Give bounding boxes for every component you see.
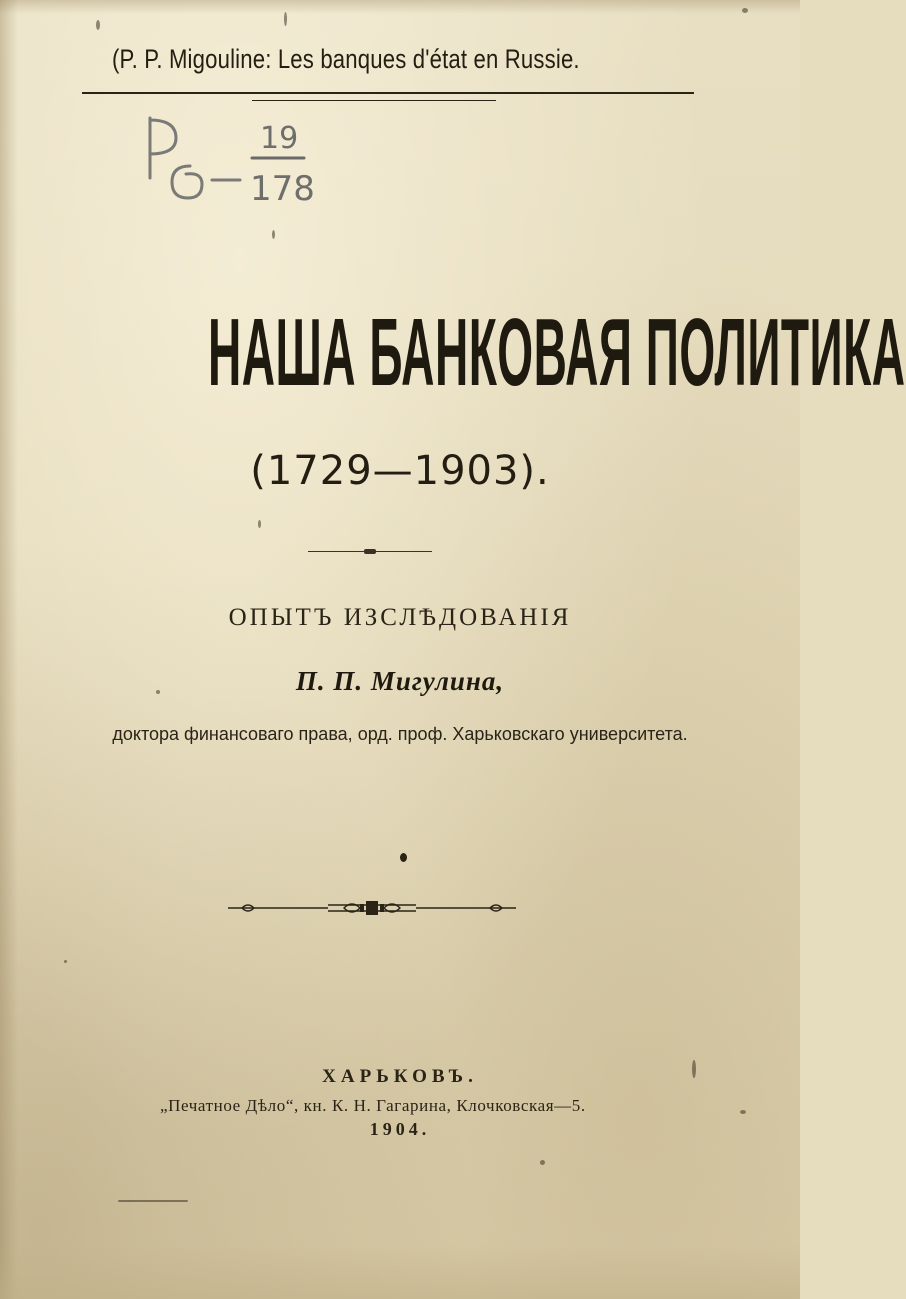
subtitle: ОПЫТЪ ИЗСЛѢДОВАНІЯ	[228, 604, 572, 631]
author-credentials: доктора финансоваго права, орд. проф. Харьковскаго университета.	[112, 724, 688, 744]
header-rule	[82, 92, 694, 94]
author-name: П. П. Мигулина,	[295, 666, 505, 696]
shelf-mark-numerator: 19	[260, 121, 299, 156]
ink-speck	[742, 8, 748, 13]
ink-speck	[64, 960, 67, 963]
page-edge-shadow	[0, 0, 18, 1299]
date-range: (1729—1903).	[250, 448, 550, 494]
ink-speck	[272, 230, 275, 239]
worn-bottom-edge	[0, 1245, 800, 1299]
pencil-shelf-mark	[128, 108, 315, 209]
section-divider	[308, 551, 432, 552]
publication-city: ХАРЬКОВЪ.	[322, 1066, 478, 1087]
ink-speck	[540, 1160, 545, 1165]
ink-speck	[284, 12, 287, 26]
header-rule-short	[252, 100, 496, 101]
publication-year: 1904.	[369, 1119, 431, 1139]
ornamental-rule	[228, 898, 516, 918]
page-top-shadow	[0, 0, 800, 14]
ink-speck	[740, 1110, 746, 1114]
ink-speck	[96, 20, 100, 30]
main-title: НАША БАНКОВАЯ ПОЛИТИКА	[208, 299, 906, 406]
publisher-imprint: „Печатное Дѣло“, кн. К. Н. Гагарина, Клочковская—5.	[160, 1096, 586, 1115]
ink-speck	[258, 520, 261, 528]
series-title: (P. P. Migouline: Les banques d'état en Russie.	[112, 44, 580, 74]
shelf-mark-denominator: 178	[250, 169, 315, 209]
ink-smudge	[118, 1200, 188, 1202]
ink-dot	[400, 853, 407, 862]
